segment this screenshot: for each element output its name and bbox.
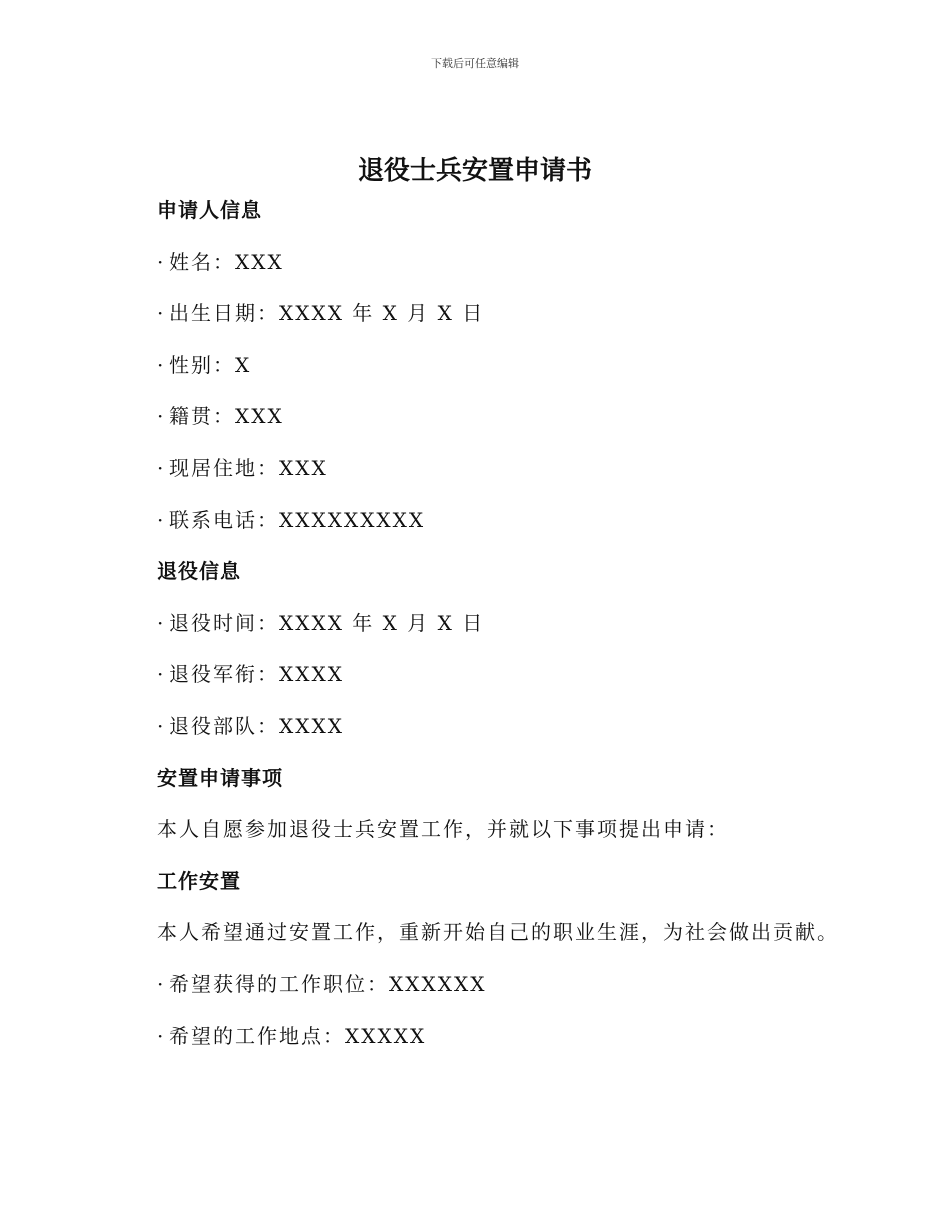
- list-item-desired-location: · 希望的工作地点：XXXXX: [157, 1021, 857, 1073]
- bullet-icon: ·: [157, 971, 166, 996]
- list-item-residence: · 现居住地：XXX: [157, 453, 857, 505]
- list-item-phone: · 联系电话：XXXXXXXXX: [157, 505, 857, 557]
- bullet-icon: ·: [157, 404, 166, 429]
- paragraph-placement-request: 本人自愿参加退役士兵安置工作，并就以下事项提出申请：: [157, 817, 729, 842]
- section-heading-placement-request: 安置申请事项: [157, 765, 283, 790]
- list-item-retire-unit: · 退役部队：XXXX: [157, 711, 857, 763]
- section-heading-job-placement: 工作安置: [157, 868, 241, 893]
- list-item-birthdate: · 出生日期：XXXX 年 X 月 X 日: [157, 298, 857, 350]
- bullet-icon: ·: [157, 301, 166, 326]
- list-item-retire-time: · 退役时间：XXXX 年 X 月 X 日: [157, 608, 857, 660]
- bullet-icon: ·: [157, 352, 166, 377]
- bullet-icon: ·: [157, 507, 166, 532]
- section-heading-applicant: 申请人信息: [157, 198, 262, 222]
- document-title: 退役士兵安置申请书: [357, 156, 592, 186]
- bullet-icon: ·: [157, 610, 166, 635]
- list-item-name: · 姓名：XXX: [157, 247, 857, 299]
- header-note: 下载后可任意编辑: [431, 57, 519, 70]
- bullet-icon: ·: [157, 455, 166, 480]
- section-heading-retirement: 退役信息: [157, 559, 241, 584]
- list-item-retire-rank: · 退役军衔：XXXX: [157, 659, 857, 711]
- bullet-icon: ·: [157, 1023, 166, 1048]
- document-body: [157, 195, 857, 1072]
- bullet-icon: ·: [157, 249, 166, 274]
- list-item-gender: · 性别：X: [157, 350, 857, 402]
- list-item-native-place: · 籍贯：XXX: [157, 401, 857, 453]
- list-item-desired-position: · 希望获得的工作职位：XXXXXX: [157, 969, 857, 1021]
- bullet-icon: ·: [157, 662, 166, 687]
- bullet-icon: ·: [157, 713, 166, 738]
- paragraph-job-placement: 本人希望通过安置工作，重新开始自己的职业生涯，为社会做出贡献。: [157, 920, 839, 945]
